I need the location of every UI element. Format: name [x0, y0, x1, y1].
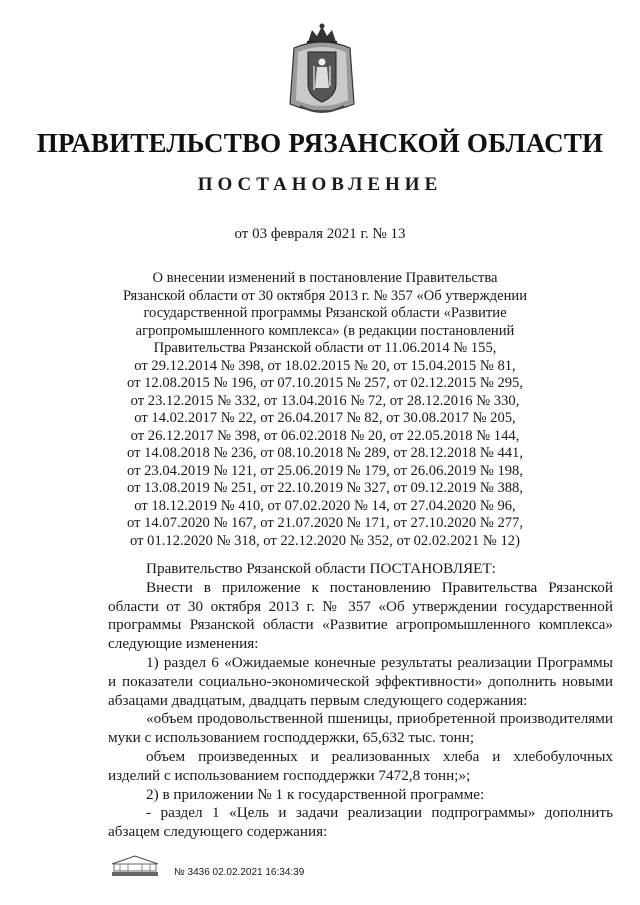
government-title: ПРАВИТЕЛЬСТВО РЯЗАНСКОЙ ОБЛАСТИ — [36, 128, 604, 158]
subject-line: от 26.12.2017 № 398, от 06.02.2018 № 20, от 22.05.2018 № 144, — [130, 427, 520, 444]
subject-line: от 18.12.2019 № 410, от 07.02.2020 № 14, от 27.04.2020 № 96, — [134, 497, 516, 514]
subject-line: от 13.08.2019 № 251, от 22.10.2019 № 327, от 09.12.2019 № 388, — [127, 480, 523, 496]
body-paragraph: Внести в приложение к постановлению Правительства Рязанской области от 30 октября 2013 г. № 357 «Об утверждении государственной программы Рязанской области «Развитие агропромышленного комплекса» следующие изменения: — [108, 578, 613, 653]
subject-line: от 01.12.2020 № 318, от 22.12.2020 № 352, от 02.02.2021 № 12) — [130, 532, 520, 549]
document-subject — [100, 270, 550, 550]
document-date-number: от 03 февраля 2021 г. № 13 — [234, 226, 406, 242]
resolution-intro: Правительство Рязанской области ПОСТАНОВЛЯЕТ: — [146, 560, 496, 577]
registry-stamp-icon — [108, 854, 162, 878]
body-paragraph: «объем продовольственной пшеницы, приобретенной производителями муки с использованием господдержки, 65,632 тыс. тонн; — [108, 710, 613, 747]
subject-line: от 23.12.2015 № 332, от 13.04.2016 № 72, от 28.12.2016 № 330, — [130, 392, 520, 409]
subject-line: от 12.08.2015 № 196, от 07.10.2015 № 257, от 02.12.2015 № 295, — [127, 375, 523, 391]
coat-of-arms-icon — [284, 22, 360, 120]
subject-line: от 14.07.2020 № 167, от 21.07.2020 № 171, от 27.10.2020 № 277, — [127, 515, 523, 531]
subject-line: Правительства Рязанской области от 11.06.2014 № 155, — [153, 340, 497, 356]
subject-line: агропромышленного комплекса» (в редакции постановлений — [135, 322, 515, 339]
body-paragraph: 2) в приложении № 1 к государственной программе: — [146, 785, 485, 803]
subject-line: О внесении изменений в постановление Правительства — [152, 270, 498, 286]
document-type: ПОСТАНОВЛЕНИЕ — [197, 174, 443, 195]
subject-line: Рязанской области от 30 октября 2013 г. № 357 «Об утверждении — [122, 287, 528, 304]
subject-line: от 29.12.2014 № 398, от 18.02.2015 № 20, от 15.04.2015 № 81, — [134, 357, 516, 374]
subject-line: от 14.02.2017 № 22, от 26.04.2017 № 82, от 30.08.2017 № 205, — [134, 410, 516, 426]
registration-number: № 3436 02.02.2021 16:34:39 — [174, 867, 305, 878]
body-paragraph: - раздел 1 «Цель и задачи реализации подпрограммы» дополнить абзацем следующего содержания: — [108, 804, 613, 841]
registration-footer — [108, 854, 408, 886]
subject-line: от 23.04.2019 № 121, от 25.06.2019 № 179, от 26.06.2019 № 198, — [127, 462, 523, 479]
body-paragraph: 1) раздел 6 «Ожидаемые конечные результаты реализации Программы и показатели социально-экономической эффективности» дополнить новыми абзацами двадцатым, двадцать первым следующего содержания: — [108, 653, 613, 709]
subject-line: от 14.08.2018 № 236, от 08.10.2018 № 289, от 28.12.2018 № 441, — [127, 445, 523, 461]
resolution-body — [108, 560, 613, 842]
subject-line: государственной программы Рязанской области «Развитие — [143, 305, 507, 321]
body-paragraph: объем произведенных и реализованных хлеба и хлебобулочных изделий с использованием господдержки 7472,8 тонн;»; — [108, 747, 613, 784]
